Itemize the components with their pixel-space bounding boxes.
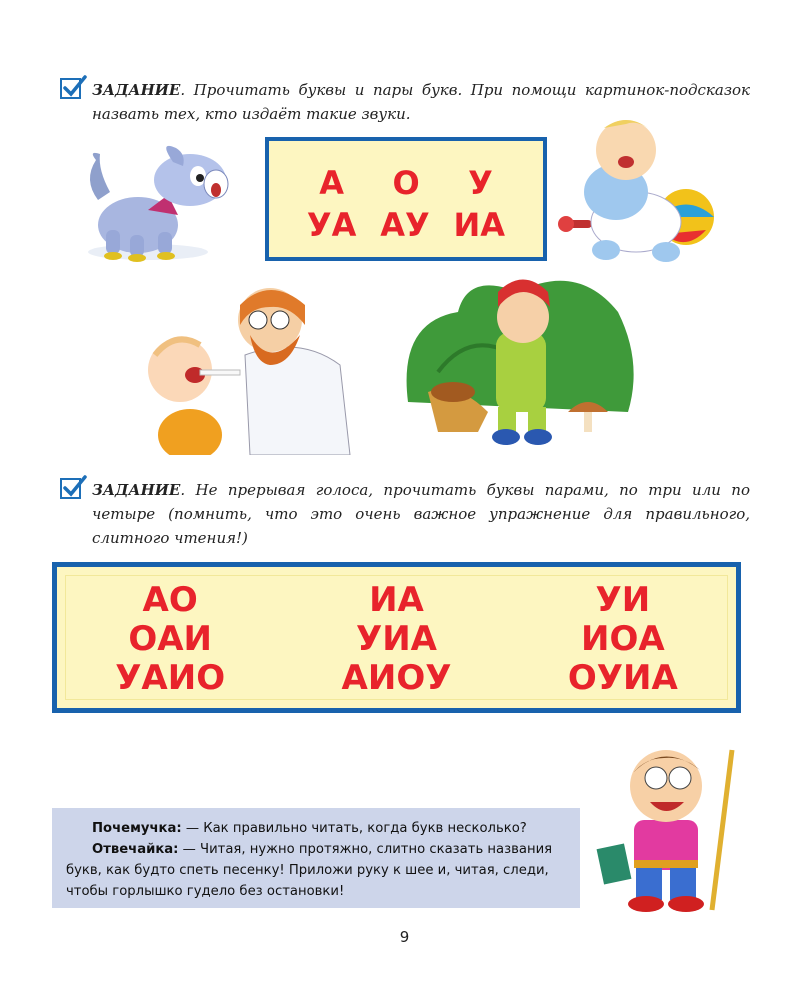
forest-girl-illustration xyxy=(398,262,640,457)
task-1-label: ЗАДАНИЕ xyxy=(92,81,181,99)
letter-combo: ОУИА xyxy=(567,658,678,698)
letter-pair: УА xyxy=(306,206,357,244)
letter-combo: УИА xyxy=(356,619,437,659)
dialog-box xyxy=(52,808,580,908)
checkbox-icon xyxy=(60,78,81,99)
letter-combo: УАИО xyxy=(115,658,226,698)
letter: У xyxy=(468,164,493,202)
task-1-text: ЗАДАНИЕ. Прочитать буквы и пары букв. При помощи картинок-подсказок назвать тех, кто издаёт такие звуки. xyxy=(92,81,750,123)
letter-pair: АУ xyxy=(380,206,430,244)
letter-combo: ИОА xyxy=(580,619,665,659)
letter-combo: АО xyxy=(142,580,198,620)
speaker-otvechaika: Отвечайка: xyxy=(92,842,179,857)
letters-panel-1 xyxy=(265,137,547,261)
letter-combo: ИА xyxy=(369,580,424,620)
crying-baby-illustration xyxy=(556,112,746,268)
letter-pair: ИА xyxy=(453,206,506,244)
checkbox-icon xyxy=(60,478,81,499)
letter-combo: УИ xyxy=(595,580,651,620)
answer-line: Отвечайка: — Читая, нужно протяжно, слитно сказать названия букв, как будто спеть песенку! Приложи руку к шее и, читая, следи, чтобы горлышко гудело без остановки! xyxy=(66,842,553,899)
task-2 xyxy=(60,478,750,550)
speaker-pochemuchka: Почемучка: xyxy=(92,821,182,836)
letter: А xyxy=(319,164,344,202)
task-2-text: ЗАДАНИЕ. Не прерывая голоса, прочитать буквы парами, по три или по четыре (помнить, что это очень важное упражнение для правильного, слитного чтения!) xyxy=(92,481,750,547)
letter: О xyxy=(392,164,420,202)
boy-with-pointer-illustration xyxy=(594,742,750,914)
question-line: Почемучка: — Как правильно читать, когда букв несколько? xyxy=(92,821,527,836)
letter-combo: ОАИ xyxy=(128,619,212,659)
letters-panel-2 xyxy=(52,562,741,713)
task-2-label: ЗАДАНИЕ xyxy=(92,481,181,499)
letter-combo: АИОУ xyxy=(341,658,452,698)
page-number: 9 xyxy=(399,928,410,946)
doctor-illustration xyxy=(140,275,372,455)
donkey-illustration xyxy=(78,140,240,270)
